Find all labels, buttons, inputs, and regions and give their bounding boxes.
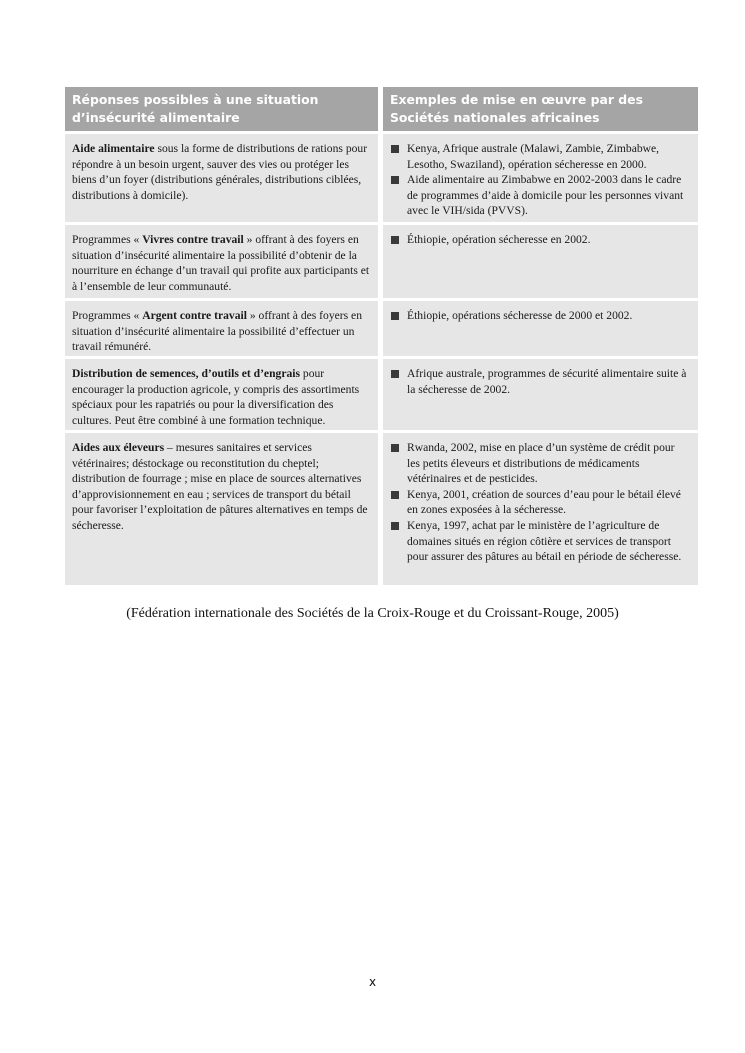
- response-cell: [65, 301, 378, 356]
- example-text: Kenya, 2001, création de sources d’eau pour le bétail élevé en zones exposées à la sécheresse.: [407, 487, 681, 517]
- square-bullet-icon: [391, 236, 399, 244]
- example-text: Rwanda, 2002, mise en place d’un système de crédit pour les petits éleveurs et distributions de médicaments vétérinaires et de pesticides.: [407, 441, 675, 486]
- response-prefix: Programmes «: [72, 309, 143, 322]
- square-bullet-icon: [391, 312, 399, 320]
- example-text: Éthiopie, opération sécheresse en 2002.: [407, 233, 591, 246]
- example-item: [390, 366, 690, 397]
- response-title: Aides aux éleveurs: [72, 441, 165, 454]
- example-text: Kenya, 1997, achat par le ministère de l’agriculture de domaines situés en région côtière et services de transport pour assurer des pâtures au bétail en période de sécheresse.: [407, 518, 682, 564]
- example-item: [390, 440, 690, 487]
- table-row: [65, 134, 698, 222]
- response-text: » offrant à des foyers en situation d’insécurité alimentaire la possibilité d’obtenir de la nourriture en échange d’un travail qui profite aux participants et à l’ensemble de leur communauté.: [72, 233, 370, 293]
- response-text: » offrant à des foyers en situation d’insécurité alimentaire la possibilité d’effectuer un travail rémunéré.: [72, 309, 362, 354]
- square-bullet-icon: [391, 145, 399, 153]
- header-responses: Réponses possibles à une situation d’insécurité alimentaire: [65, 87, 378, 131]
- example-item: [390, 487, 690, 518]
- square-bullet-icon: [391, 444, 399, 452]
- table-header-row: [65, 87, 698, 131]
- page-number: x: [368, 975, 377, 989]
- response-cell: [65, 433, 378, 585]
- response-title: Aide alimentaire: [72, 142, 155, 155]
- table-row: [65, 433, 698, 585]
- examples-cell: [383, 359, 698, 430]
- examples-cell: [383, 134, 698, 222]
- examples-cell: [383, 433, 698, 585]
- example-text: Kenya, Afrique australe (Malawi, Zambie, Zimbabwe, Lesotho, Swaziland), opération sécheresse en 2000.: [407, 142, 660, 171]
- example-item: [390, 518, 690, 565]
- response-title: Vivres contre travail: [142, 233, 244, 246]
- source-citation: (Fédération internationale des Sociétés de la Croix-Rouge et du Croissant-Rouge, 2005): [126, 606, 619, 621]
- response-table: [65, 87, 698, 588]
- examples-cell: [383, 301, 698, 356]
- response-text: pour encourager la production agricole, y compris des assortiments spéciaux pour les rapatriés ou pour la diversification des cultures. Peut être combiné à une formation technique.: [72, 367, 360, 427]
- example-item: [390, 232, 690, 248]
- response-title: Argent contre travail: [142, 309, 247, 322]
- example-text: Aide alimentaire au Zimbabwe en 2002-2003 dans le cadre de programmes d’aide à domicile pour les personnes vivant avec le VIH/sida (PVVS).: [407, 173, 684, 218]
- table-row: [65, 301, 698, 356]
- response-prefix: Programmes «: [72, 233, 143, 246]
- response-cell: [65, 134, 378, 222]
- example-text: Éthiopie, opérations sécheresse de 2000 et 2002.: [407, 309, 633, 322]
- example-item: [390, 172, 690, 219]
- square-bullet-icon: [391, 370, 399, 378]
- square-bullet-icon: [391, 176, 399, 184]
- example-item: [390, 308, 690, 324]
- response-text: sous la forme de distributions de rations pour répondre à un besoin urgent, sauver des vies ou protéger les biens d’un foyer (distributions générales, distributions ciblées, distributions à domicile).: [72, 142, 368, 202]
- table-row: [65, 225, 698, 298]
- header-examples: Exemples de mise en œuvre par des Sociétés nationales africaines: [383, 87, 698, 131]
- response-cell: [65, 225, 378, 298]
- square-bullet-icon: [391, 522, 399, 530]
- example-item: [390, 141, 690, 172]
- response-cell: [65, 359, 378, 430]
- response-title: Distribution de semences, d’outils et d’engrais: [72, 367, 301, 380]
- response-text: – mesures sanitaires et services vétérinaires; déstockage ou reconstitution du cheptel; distribution de fourrage ; mise en place de sources alternatives d’approvisionnement en eau ; services de transport du bétail pour favoriser l’exploitation de pâtures alternatives en temps de sécheresse.: [72, 441, 368, 532]
- square-bullet-icon: [391, 491, 399, 499]
- examples-cell: [383, 225, 698, 298]
- table-row: [65, 359, 698, 430]
- example-text: Afrique australe, programmes de sécurité alimentaire suite à la sécheresse de 2002.: [407, 367, 687, 396]
